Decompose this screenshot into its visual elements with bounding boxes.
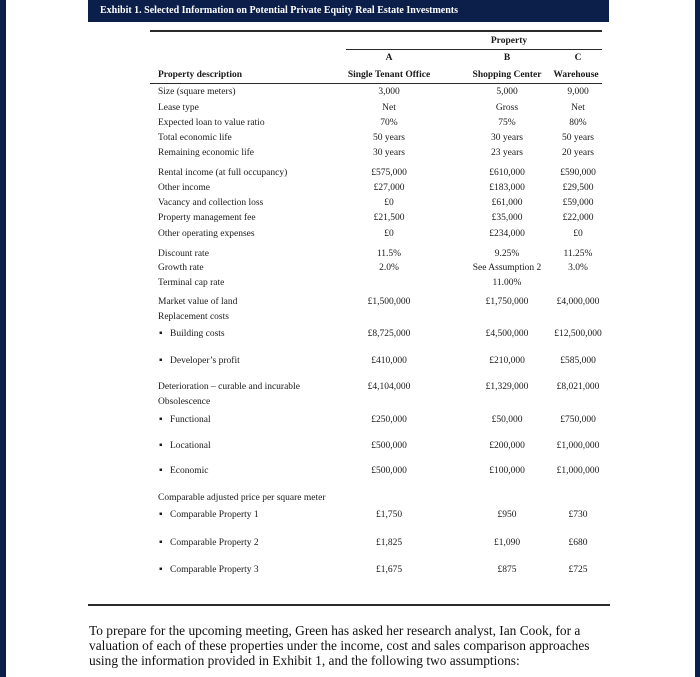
row-label: ▪ Comparable Property 3 xyxy=(170,565,259,575)
cell-property-b: 30 years xyxy=(491,133,523,143)
table-row xyxy=(150,103,602,116)
cell-property-b: £1,090 xyxy=(493,538,521,548)
row-label: Vacancy and collection loss xyxy=(158,198,264,208)
table-row xyxy=(150,329,602,342)
cell-property-b: £35,000 xyxy=(491,213,523,223)
table-row xyxy=(150,510,602,523)
group-header: Property xyxy=(490,36,528,46)
cell-property-c: £585,000 xyxy=(560,356,596,366)
cell-property-c: 80% xyxy=(569,118,587,128)
row-label: ▪ Building costs xyxy=(170,329,225,339)
row-label: Other operating expenses xyxy=(158,229,255,239)
table-row xyxy=(150,87,602,100)
cell-property-b: £50,000 xyxy=(491,415,523,425)
cell-property-b: 5,000 xyxy=(496,87,518,97)
row-label: Discount rate xyxy=(158,249,209,259)
row-label: Size (square meters) xyxy=(158,87,236,97)
cell-property-b: £183,000 xyxy=(489,183,525,193)
row-label: ▪ Locational xyxy=(170,441,211,451)
cell-property-c: £29,500 xyxy=(562,183,594,193)
cell-property-b: £875 xyxy=(497,565,517,575)
row-label: Deterioration – curable and incurable xyxy=(158,382,300,392)
table-row xyxy=(150,382,602,395)
cell-property-c: 3.0% xyxy=(568,263,588,273)
cell-property-b: £200,000 xyxy=(489,441,525,451)
cell-property-b: 75% xyxy=(498,118,516,128)
cell-property-a: Net xyxy=(382,103,396,113)
group-header-rule xyxy=(346,49,602,50)
table-row xyxy=(150,297,602,310)
cell-property-c: Net xyxy=(571,103,585,113)
cell-property-b: 9.25% xyxy=(494,249,520,259)
cell-property-c: 50 years xyxy=(562,133,594,143)
cell-property-a: £1,500,000 xyxy=(367,297,411,307)
cell-property-c: £0 xyxy=(573,229,583,239)
cell-property-c: £59,000 xyxy=(562,198,594,208)
table-row xyxy=(150,565,602,578)
table-row xyxy=(150,133,602,146)
table-row xyxy=(150,312,602,325)
row-label: Obsolescence xyxy=(158,397,211,407)
cell-property-a: 3,000 xyxy=(378,87,400,97)
cell-property-c: 20 years xyxy=(562,148,594,158)
cell-property-a: £8,725,000 xyxy=(367,329,411,339)
row-label: Property management fee xyxy=(158,213,256,223)
cell-property-a: £1,750 xyxy=(375,510,403,520)
body-paragraph: To prepare for the upcoming meeting, Green has asked her research analyst, Ian Cook, for a valuation of each of these properties under the income, cost and sales comparison approaches using the information provided in Exhibit 1, and the following two assumptions: xyxy=(89,623,590,668)
cell-property-c: 11.25% xyxy=(563,249,593,259)
cell-property-b: £234,000 xyxy=(489,229,525,239)
cell-property-c: £725 xyxy=(568,565,588,575)
cell-property-a: £250,000 xyxy=(371,415,407,425)
row-label: Growth rate xyxy=(158,263,204,273)
table-row xyxy=(150,183,602,196)
cell-property-a: £1,675 xyxy=(375,565,403,575)
cell-property-c: £22,000 xyxy=(562,213,594,223)
table-row xyxy=(150,441,602,454)
cell-property-c: £730 xyxy=(568,510,588,520)
column-name-a: Single Tenant Office xyxy=(347,70,431,80)
cell-property-a: £575,000 xyxy=(371,168,407,178)
row-label: ▪ Comparable Property 1 xyxy=(170,510,259,520)
cell-property-b: 23 years xyxy=(491,148,523,158)
table-bottom-rule xyxy=(88,604,610,606)
row-header: Property description xyxy=(158,70,242,80)
left-edge-bar xyxy=(0,0,6,677)
row-label: Comparable adjusted price per square meter xyxy=(158,493,326,503)
cell-property-a: £1,825 xyxy=(375,538,403,548)
table-row xyxy=(150,263,602,276)
row-label: ▪ Economic xyxy=(170,466,209,476)
cell-property-a: 11.5% xyxy=(376,249,402,259)
cell-property-a: 50 years xyxy=(373,133,405,143)
cell-property-a: £4,104,000 xyxy=(367,382,411,392)
cell-property-c: £12,500,000 xyxy=(554,329,602,339)
row-label: Expected loan to value ratio xyxy=(158,118,265,128)
cell-property-a: £21,500 xyxy=(373,213,405,223)
table-row xyxy=(150,168,602,181)
cell-property-c: £8,021,000 xyxy=(556,382,600,392)
table-row xyxy=(150,198,602,211)
table-row xyxy=(150,493,602,506)
cell-property-a: 30 years xyxy=(373,148,405,158)
cell-property-a: £27,000 xyxy=(373,183,405,193)
cell-property-b: £950 xyxy=(497,510,517,520)
cell-property-c: £750,000 xyxy=(560,415,596,425)
column-letter-c: C xyxy=(574,53,582,63)
cell-property-b: £1,329,000 xyxy=(485,382,529,392)
table-row xyxy=(150,278,602,291)
column-name-b: Shopping Center xyxy=(472,70,542,80)
row-label: Remaining economic life xyxy=(158,148,255,158)
row-label: ▪ Comparable Property 2 xyxy=(170,538,259,548)
column-letter-a: A xyxy=(385,53,393,63)
cell-property-c: 9,000 xyxy=(567,87,589,97)
table-row xyxy=(150,213,602,226)
cell-property-c: £590,000 xyxy=(560,168,596,178)
row-label: Market value of land xyxy=(158,297,238,307)
table-row xyxy=(150,148,602,161)
row-label: ▪ Developer’s profit xyxy=(170,356,240,366)
table-row xyxy=(150,538,602,551)
cell-property-b: £4,500,000 xyxy=(485,329,529,339)
cell-property-a: 2.0% xyxy=(379,263,399,273)
table-row xyxy=(150,415,602,428)
cell-property-b: £1,750,000 xyxy=(485,297,529,307)
cell-property-c: £680 xyxy=(568,538,588,548)
exhibit-title: Exhibit 1. Selected Information on Potential Private Equity Real Estate Investments xyxy=(88,0,609,22)
row-label: ▪ Functional xyxy=(170,415,211,425)
row-label: Total economic life xyxy=(158,133,232,143)
cell-property-b: £100,000 xyxy=(489,466,525,476)
row-label: Replacement costs xyxy=(158,312,229,322)
column-name-c: Warehouse xyxy=(553,70,599,80)
row-label: Rental income (at full occupancy) xyxy=(158,168,288,178)
cell-property-a: £500,000 xyxy=(371,441,407,451)
table-row xyxy=(150,397,602,410)
cell-property-a: £0 xyxy=(384,198,394,208)
cell-property-c: £4,000,000 xyxy=(556,297,600,307)
table-row xyxy=(150,356,602,369)
cell-property-b: £610,000 xyxy=(489,168,525,178)
row-label: Terminal cap rate xyxy=(158,278,225,288)
header-bottom-rule xyxy=(150,83,602,84)
cell-property-b: £210,000 xyxy=(489,356,525,366)
cell-property-a: £500,000 xyxy=(371,466,407,476)
table-top-rule xyxy=(150,30,602,32)
cell-property-b: Gross xyxy=(495,103,519,113)
cell-property-a: £410,000 xyxy=(371,356,407,366)
table-row xyxy=(150,249,602,262)
table-row xyxy=(150,466,602,479)
cell-property-b: 11.00% xyxy=(492,278,522,288)
cell-property-c: £1,000,000 xyxy=(556,466,600,476)
column-letter-b: B xyxy=(503,53,511,63)
row-label: Lease type xyxy=(158,103,199,113)
cell-property-b: £61,000 xyxy=(491,198,523,208)
table-row xyxy=(150,118,602,131)
right-edge-bar xyxy=(695,0,700,677)
cell-property-b: See Assumption 2 xyxy=(472,263,542,273)
cell-property-a: £0 xyxy=(384,229,394,239)
cell-property-a: 70% xyxy=(380,118,398,128)
cell-property-c: £1,000,000 xyxy=(556,441,600,451)
row-label: Other income xyxy=(158,183,210,193)
table-row xyxy=(150,229,602,242)
